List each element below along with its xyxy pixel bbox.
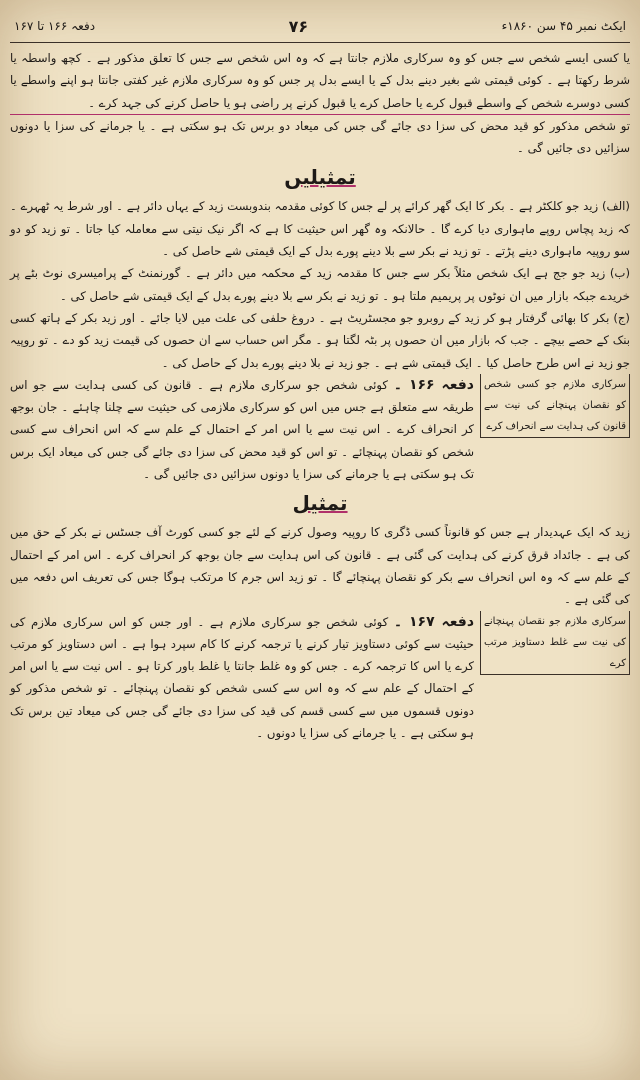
paragraph: یا کسی ایسے شخص سے جس کو وہ سرکاری ملازم جانتا ہے کہ وہ اس شخص سے جس کا تعلق مذکور ہے ۔ کچھ واسطہ یا شرط رکھتا ہے ۔ کوئی قیمتی شے بغیر دینے بدل کے یا ایسے بدل پر جس کو وہ سرکاری ملازم غیر کفتی جانتا ہو اپنے واسطے یا کسی دوسرے شخص کے واسطے قبول کرے یا حاصل کرے یا قبول کرنے پر راضی ہو یا حاصل کرنے کی جہد کرے ۔ — [10, 47, 630, 115]
page-header — [10, 10, 630, 43]
section-number-166: دفعہ ۱۶۶ ۔ — [393, 376, 474, 393]
illustrations-heading: تمثیلیں — [284, 165, 356, 190]
section-167-text — [10, 611, 474, 745]
header-act-title: ایکٹ نمبر ۴۵ سن ۱۸۶۰ء — [501, 19, 626, 33]
section-166-text — [10, 374, 474, 485]
section-167-body: کوئی شخص جو سرکاری ملازم ہے ۔ اور جس کو اس سرکاری ملازم کی حیثیت سے کوئی دستاویز تیار کرنے یا ترجمہ کرنے کا کام سپرد ہوا ہے ۔ اس دستاویز کو مرتب کرے یا اس کا ترجمہ کرے ۔ جس کو وہ غلط جانتا یا غلط باور کرتا ہو ۔ اس نیت سے یا اس امر کے احتمال کے علم سے کہ وہ اس سے کسی شخص کو نقصان پہنچائے ۔ تو شخص مذکور کو دونوں قسموں میں سے کسی قسم کی قید کی سزا دی جائے گی جس کی میعاد تین برس تک ہو سکتی ہے ۔ یا جرمانے کی سزا یا دونوں ۔ — [10, 614, 474, 741]
illustration-a: (الف) زید جو کلکٹر ہے ۔ بکر کا ایک گھر کرائے پر لے جس کا کوئی مقدمہ بندوبست زید کے یہاں دائر ہے ۔ اور شرط یہ ٹھہرے ۔ کہ زید پچاس روپے ماہواری دیا کرے گا ۔ حالانکہ وہ گھر اس حیثیت کا ہے کہ اگر نیک نیتی سے معاملہ کیا جاتا ۔ تو زید کو دو سو روپیہ ماہواری دینے پڑتے ۔ تو زید نے بکر سے بلا دینے پورے بدل کے ایک قیمتی شے حاصل کی ۔ — [10, 199, 630, 259]
page-number: ۷۶ — [288, 16, 309, 36]
section-166-body: کوئی شخص جو سرکاری ملازم ہے ۔ قانون کی کسی ہدایت سے جو اس طریقہ سے متعلق ہے جس میں اس کو سرکاری ملازمی کی حیثیت سے چلنا چاہئے ۔ جان بوجھ کر انحراف کرے ۔ اس نیت سے یا اس امر کے احتمال کے علم سے کہ اس انحراف سے کسی شخص کو نقصان پہنچائے ۔ تو اس کو قید محض کی سزا دی جائے گی جس کی میعاد ایک برس تک ہو سکتی ہے یا جرمانے کی سزا یا دونوں سزائیں دی جائیں گی ۔ — [10, 377, 474, 482]
page-body — [10, 47, 630, 744]
margin-note-167: سرکاری ملازم جو نقصان پہنچانے کی نیت سے غلط دستاویز مرتب کرے — [480, 611, 630, 675]
illustration-c: (ج) بکر کا بھائی گرفتار ہو کر زید کے روبرو جو مجسٹریٹ ہے ۔ دروغ حلفی کی علت میں لایا جائے ۔ اور زید بکر کے ہاتھ کسی بنک کے حصے بیچے ۔ جب کہ بازار میں ان حصوں پر بٹہ لگتا ہو ۔ مگر اس حساب سے ان حصوں کی قیمت زید کو دے ۔ تو روپیہ جو زید نے اس طرح حاصل کیا ۔ ایک قیمتی شے ہے ۔ جو زید نے بلا دینے پورے بدل کے حاصل کی ۔ — [10, 310, 630, 370]
paragraph: تو شخص مذکور کو قید محض کی سزا دی جائے گی جس کی میعاد دو برس تک ہو سکتی ہے ۔ یا جرمانے کی سزا یا دونوں سزائیں دی جائیں گی ۔ — [10, 118, 630, 156]
illustration-heading: تمثیل — [292, 491, 348, 516]
header-section-range: دفعہ ۱۶۶ تا ۱۶۷ — [14, 19, 96, 33]
illustration-b: (ب) زید جو جج ہے ایک شخص مثلاً بکر سے جس کا مقدمہ زید کے محکمہ میں دائر ہے ۔ گورنمنٹ کے پرامیسری نوٹ بٹے پر خریدے جبکہ بازار میں ان نوٹوں پر پریمیم ملتا ہو ۔ تو زید نے بکر سے بلا دینے پورے بدل کے ایک قیمتی شے حاصل کی ۔ — [10, 266, 630, 303]
section-167 — [10, 611, 630, 745]
section-166 — [10, 374, 630, 485]
margin-note-166: سرکاری ملازم جو کسی شخص کو نقصان پہنچانے کی نیت سے قانون کی ہدایت سے انحراف کرے — [480, 374, 630, 438]
section-number-167: دفعہ ۱۶۷ ۔ — [393, 613, 475, 630]
illustration-166: زید کہ ایک عہدیدار ہے جس کو قانوناً کسی ڈگری کا روپیہ وصول کرنے کے لئے جو کسی کورٹ آف جسٹس نے بکر کے حق میں کی ہے ۔ جائداد قرق کرنے کی ہدایت کی گئی ہے ۔ قانون کی اس ہدایت سے جان بوجھ کر انحراف کرے ۔ اس امر کے احتمال کے علم سے کہ وہ اس انحراف سے بکر کو نقصان پہنچائے گا ۔ تو زید اس جرم کا مرتکب ہوگا جس کی تعریف اس دفعہ میں کی گئی ہے ۔ — [10, 525, 630, 607]
